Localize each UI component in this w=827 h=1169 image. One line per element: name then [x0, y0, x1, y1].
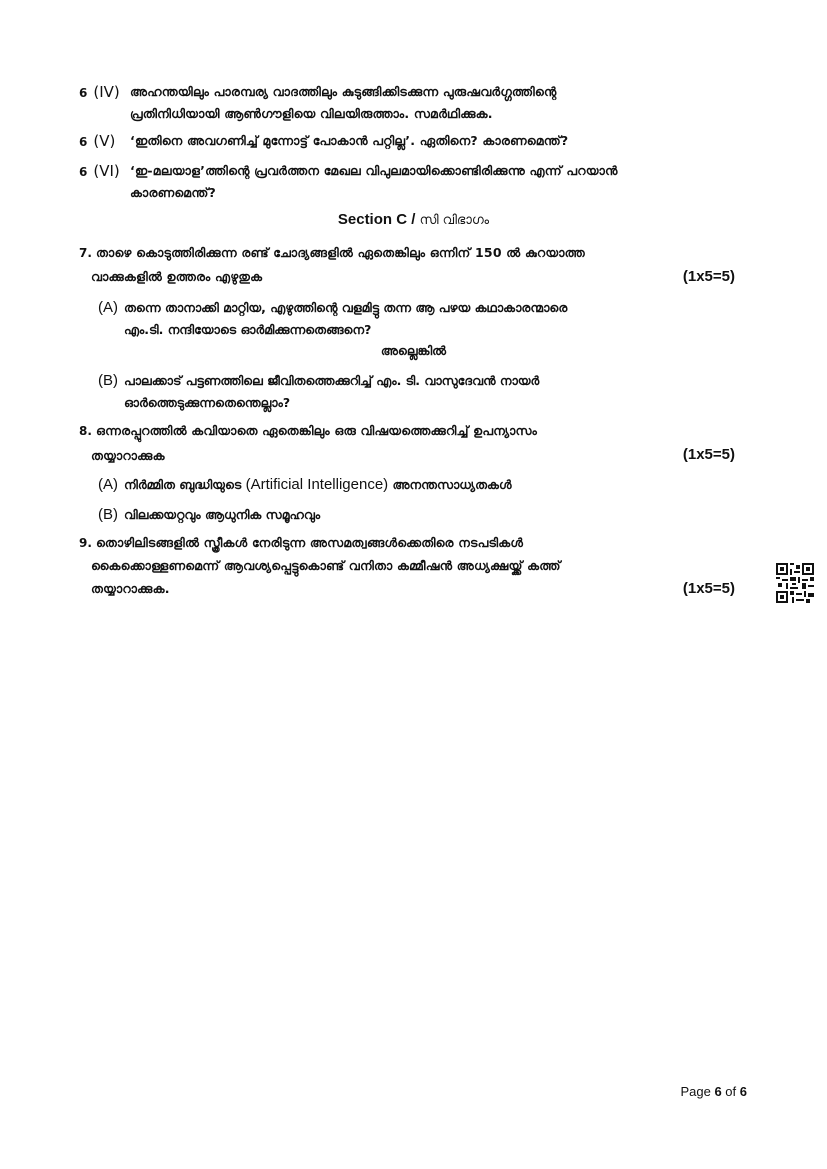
question-text-line: ഒന്നരപ്പുറത്തിൽ കവിയാതെ ഏതെങ്കിലും ഒരു വിഷയത്തെക്കുറിച്ച് ഉപന്യാസം [96, 423, 538, 438]
option-label: (B) [98, 372, 118, 389]
option-label: (A) [98, 299, 118, 316]
marks-label: (1x5=5) [682, 268, 735, 285]
option-text: വിലക്കയറ്റവും ആധുനിക സമൂഹവും [124, 507, 321, 522]
section-heading [0, 211, 827, 228]
question-number: 9. [79, 536, 92, 550]
question-text-line: ‘ഇ-മലയാള’ത്തിന്റെ പ്രവർത്തന മേഖല വിപുലമായിക്കൊണ്ടിരിക്കുന്നു എന്ന് പറയാൻ [130, 163, 618, 178]
question-text-line: അഹന്തയിലും പാരമ്പര്യ വാദത്തിലും കുടുങ്ങിക്കിടക്കുന്ന പുരുഷവർഗ്ഗത്തിന്റെ [130, 84, 557, 99]
qr-code-icon [776, 563, 814, 603]
option-label: (A) [98, 476, 118, 493]
option-text-line: ഓർത്തെടുക്കുന്നതെന്തെല്ലാം? [124, 395, 291, 410]
question-text-line: ‘ഇതിനെ അവഗണിച്ച് മുന്നോട്ട് പോകാൻ പറ്റില്ല’. ഏതിനെ? കാരണമെന്ത്? [130, 133, 569, 148]
section-title-en: Section C / [337, 211, 416, 228]
question-subnumber: (IV) [93, 83, 120, 101]
option-text-post: അനന്തസാധ്യതകൾ [392, 477, 512, 492]
question-text-line: കാരണമെന്ത്? [130, 185, 216, 200]
question-text-line: തയ്യാറാക്കുക [91, 448, 165, 463]
or-separator: അല്ലെങ്കിൽ [380, 343, 447, 358]
page-of: of [725, 1084, 737, 1099]
page-prefix: Page [680, 1084, 711, 1099]
marks-label: (1x5=5) [682, 580, 735, 597]
option-label: (B) [98, 506, 118, 523]
question-text-line: തയ്യാറാക്കുക. [91, 581, 170, 596]
option-text-pre: നിർമ്മിത ബുദ്ധിയുടെ [124, 477, 242, 492]
question-number: 6 (IV) [79, 83, 120, 101]
option-text: പാലക്കാട് പട്ടണത്തിലെ ജീവിതത്തെക്കുറിച്ച് എം. ടി. വാസുദേവൻ നായർ [124, 373, 540, 388]
page-total: 6 [739, 1084, 747, 1099]
question-text-line: തൊഴിലിടങ്ങളിൽ സ്ത്രീകൾ നേരിടുന്ന അസമത്വങ്ങൾക്കെതിരെ നടപടികൾ [96, 535, 524, 550]
question-number: 8. [79, 424, 92, 438]
option-a [98, 297, 718, 319]
marks-label: (1x5=5) [682, 446, 735, 463]
option-b [98, 370, 718, 392]
question-number: 6 (V) [79, 132, 116, 150]
page-current: 6 [714, 1084, 722, 1099]
question-number: 7. [79, 246, 92, 260]
question-text-line: കൈക്കൊള്ളണമെന്ന് ആവശ്യപ്പെട്ടുകൊണ്ട് വനിതാ കമ്മീഷൻ അധ്യക്ഷയ്ക്ക് കത്ത് [91, 558, 561, 573]
question-text-line: താഴെ കൊടുത്തിരിക്കുന്ന രണ്ട് ചോദ്യങ്ങളിൽ ഏതെങ്കിലും ഒന്നിന് 150 ൽ കുറയാത്ത [96, 245, 585, 260]
option-b [98, 504, 718, 526]
question-text-line: വാക്കുകളിൽ ഉത്തരം എഴുതുക [91, 269, 263, 284]
option-text-english: (Artificial Intelligence) [245, 476, 389, 493]
question-text-line: പ്രതിനിധിയായി ആൺഗൗളിയെ വിലയിരുത്താം. സമർഥിക്കുക. [130, 106, 493, 121]
question-number: 6 (VI) [79, 162, 120, 180]
section-title-ml: സി വിഭാഗം [419, 213, 490, 228]
option-text: തന്നെ താനാക്കി മാറ്റിയ, എഴുത്തിന്റെ വളമിട്ടു തന്ന ആ പഴയ കഥാകാരന്മാരെ [124, 300, 568, 315]
question-subnumber: (VI) [93, 162, 120, 180]
option-text-line: എം.ടി. നന്ദിയോടെ ഓർമിക്കുന്നതെങ്ങനെ? [124, 322, 372, 337]
page-number [680, 1084, 747, 1099]
question-subnumber: (V) [93, 132, 116, 150]
option-a [98, 474, 718, 496]
